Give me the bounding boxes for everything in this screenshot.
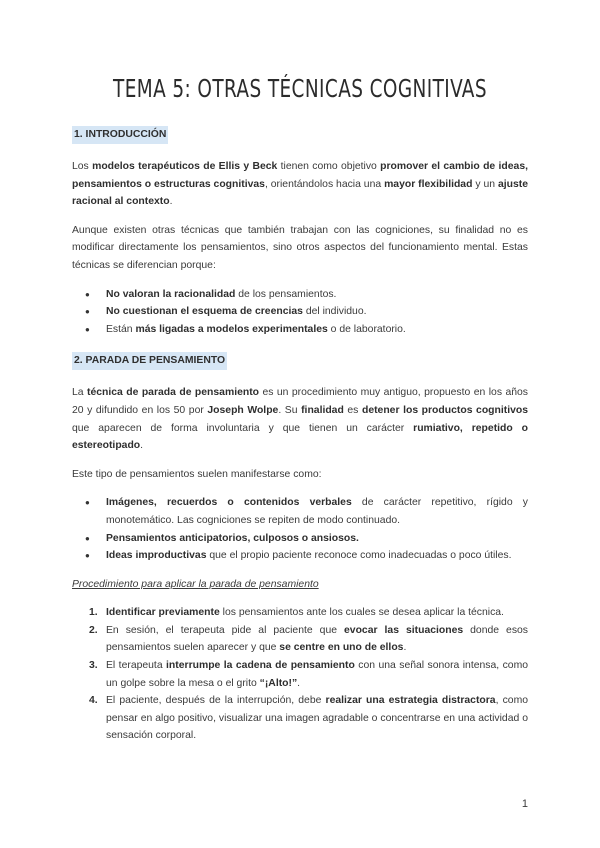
bullet-item: [72, 530, 528, 548]
bold-run: mayor flexibilidad: [384, 178, 473, 190]
page-title: TEMA 5: OTRAS TÉCNICAS COGNITIVAS: [113, 74, 487, 103]
section-heading-introduccion: 1. INTRODUCCIÓN: [72, 126, 168, 144]
step-text: En sesión, el terapeuta pide al paciente que evocar las situaciones donde esos pensamientos suelen aparecer y que se centre en uno de ellos.: [106, 624, 528, 654]
bullet-item: ● No valoran la racionalidad de los pensamientos.: [72, 286, 528, 304]
bold-run: técnica de parada de pensamiento: [87, 387, 260, 399]
page-number: 1: [521, 798, 528, 810]
intro-paragraph-1: Los modelos terapéuticos de Ellis y Beck tienen como objetivo promover el cambio de ideas, pensamientos o estructuras cognitivas, orientándolos hacia una mayor flexibilidad y un ajuste racional al contexto.: [72, 161, 528, 208]
bold-run: promover el cambio de ideas, pensamientos o estructuras cognitivas: [72, 161, 528, 190]
step-text: El terapeuta interrumpe la cadena de pensamiento con una señal sonora intensa, como un golpe sobre la mesa o el grito “¡Alto!”.: [106, 660, 529, 689]
document-body: [72, 126, 528, 745]
step-item: [72, 692, 528, 745]
bold-run: más ligadas a modelos experimentales: [135, 323, 328, 335]
bullet-item: ● Ideas improductivas que el propio paciente reconoce como inadecuadas o poco útiles.: [72, 547, 528, 565]
bullet-item: ● No cuestionan el esquema de creencias del individuo.: [72, 303, 528, 321]
intro-bullet-list: [72, 286, 528, 339]
step-text: El paciente, después de la interrupción, debe realizar una estrategia distractora, como pensar en algo positivo, visualizar una imagen agradable o concentrarse en una actividad o sensación corporal.: [106, 695, 529, 742]
step-number: 1.: [89, 607, 98, 619]
bold-run: No cuestionan el esquema de creencias: [106, 306, 303, 318]
bold-run: realizar una estrategia distractora: [325, 695, 496, 707]
bold-run: evocar las situaciones: [344, 624, 464, 636]
bold-run: detener los productos cognitivos: [361, 404, 529, 416]
step-item: [72, 604, 528, 622]
step-number: 2.: [89, 624, 98, 636]
bold-run: interrumpe la cadena de pensamiento: [166, 660, 355, 672]
step-number: 4.: [89, 695, 98, 707]
bold-run: Imágenes, recuerdos o contenidos verbales: [106, 497, 352, 509]
bold-run: rumiativo, repetido o estereotipado: [72, 422, 529, 452]
step-item: [72, 622, 528, 657]
parada-paragraph-1: La técnica de parada de pensamiento es un procedimiento muy antiguo, propuesto en los años 20 y difundido en los 50 por Joseph Wolpe. Su finalidad es detener los productos cognitivos que aparecen de forma involuntaria y que tienen un carácter rumiativo, repetido o estereotipado.: [72, 387, 529, 452]
bold-run: modelos terapéuticos de Ellis y Beck: [92, 161, 278, 172]
bold-run: No valoran la racionalidad: [106, 288, 236, 300]
intro-paragraph-2: Aunque existen otras técnicas que también trabajan con las cogniciones, su finalidad no es modificar directamente los pensamientos, sino otros aspectos del funcionamiento mental. Estas técnicas se diferencian porque:: [72, 224, 528, 271]
section-heading-parada: 2. PARADA DE PENSAMIENTO: [72, 352, 227, 370]
bold-run: finalidad: [301, 404, 344, 416]
procedure-subtitle: Procedimiento para aplicar la parada de pensamiento: [72, 578, 319, 590]
bold-run: ajuste racional al contexto: [72, 178, 528, 208]
step-number: 3.: [89, 660, 98, 672]
bold-run: se centre en uno de ellos: [279, 642, 404, 654]
bold-run: “¡Alto!”: [259, 677, 298, 689]
parada-paragraph-2: Este tipo de pensamientos suelen manifestarse como:: [72, 468, 322, 480]
step-item: [72, 657, 528, 692]
bullet-item: ● Imágenes, recuerdos o contenidos verbales de carácter repetitivo, rígido y monotemático. Las cogniciones se repiten de modo continuado.: [72, 494, 528, 529]
bold-run: Identificar previamente: [106, 607, 220, 619]
parada-bullet-list: [72, 494, 528, 564]
procedure-steps: [72, 604, 528, 745]
step-text: Identificar previamente los pensamientos ante los cuales se desea aplicar la técnica.: [106, 607, 504, 619]
bullet-item: ● Están más ligadas a modelos experimentales o de laboratorio.: [72, 321, 528, 339]
bold-run: Pensamientos anticipatorios, culposos o ansiosos.: [106, 532, 359, 544]
bold-run: Ideas improductivas: [106, 550, 207, 562]
bold-run: Joseph Wolpe: [207, 404, 279, 416]
